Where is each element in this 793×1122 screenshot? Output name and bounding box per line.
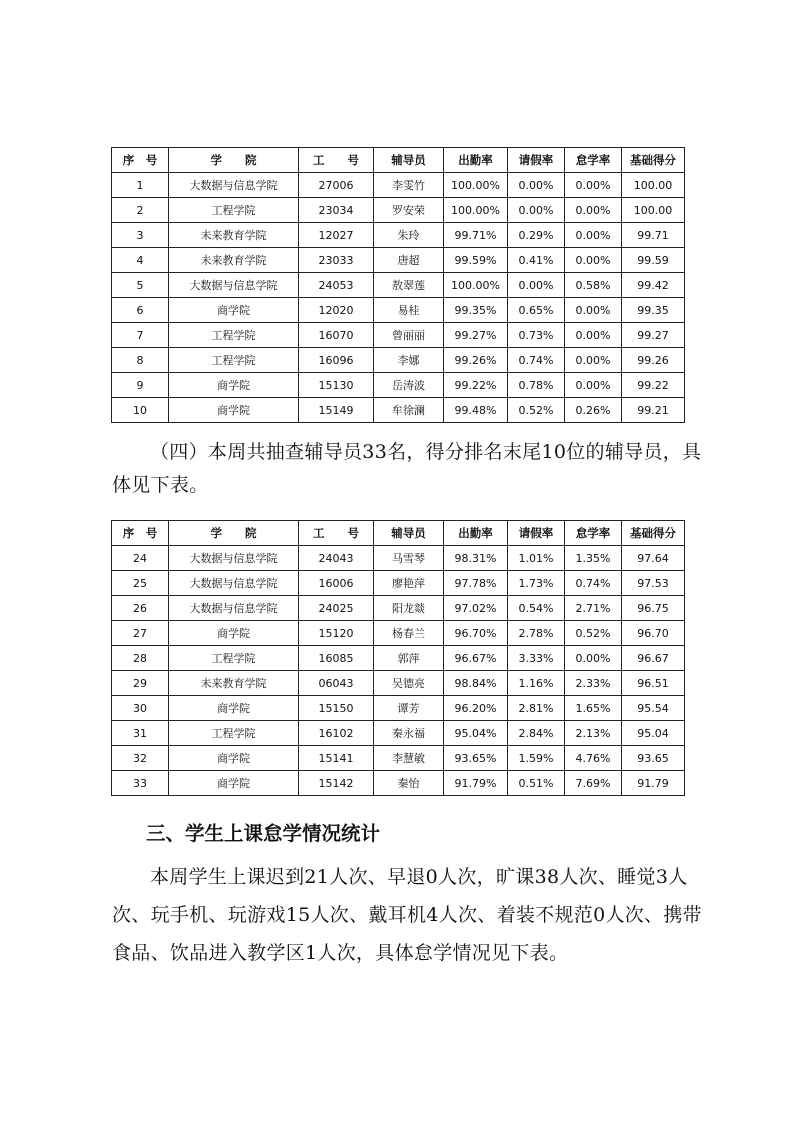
table-cell: 16096 bbox=[299, 348, 374, 373]
table-cell: 15141 bbox=[299, 746, 374, 771]
table-cell: 商学院 bbox=[169, 621, 299, 646]
table-cell: 99.59 bbox=[622, 248, 685, 273]
column-header: 出勤率 bbox=[444, 521, 508, 546]
column-header: 基础得分 bbox=[622, 521, 685, 546]
table-row bbox=[112, 348, 685, 373]
table-cell: 未来教育学院 bbox=[169, 223, 299, 248]
table-cell: 24 bbox=[112, 546, 169, 571]
table-cell: 99.21 bbox=[622, 398, 685, 423]
table-row bbox=[112, 696, 685, 721]
table-cell: 大数据与信息学院 bbox=[169, 571, 299, 596]
table-cell: 3.33% bbox=[508, 646, 565, 671]
table-cell: 98.84% bbox=[444, 671, 508, 696]
table-cell: 99.71 bbox=[622, 223, 685, 248]
table-cell: 7 bbox=[112, 323, 169, 348]
column-header: 序 号 bbox=[112, 521, 169, 546]
paragraph-absence-statistics: 本周学生上课迟到21人次、早退0人次，旷课38人次、睡觉3人次、玩手机、玩游戏15人次、戴耳机4人次、着装不规范0人次、携带食品、饮品进入教学区1人次，具体怠学情况见下表。 bbox=[112, 866, 702, 964]
table-cell: 李雯竹 bbox=[374, 173, 444, 198]
table-cell: 99.35 bbox=[622, 298, 685, 323]
table-cell: 97.02% bbox=[444, 596, 508, 621]
table-cell: 未来教育学院 bbox=[169, 248, 299, 273]
table-row bbox=[112, 671, 685, 696]
table-header bbox=[112, 521, 685, 546]
paragraph-bottom-ten-intro: （四）本周共抽查辅导员33名，得分排名末尾10位的辅导员，具体见下表。 bbox=[112, 441, 702, 496]
table-cell: 0.00% bbox=[565, 323, 622, 348]
table-cell: 06043 bbox=[299, 671, 374, 696]
table-cell: 97.64 bbox=[622, 546, 685, 571]
table-cell: 工程学院 bbox=[169, 646, 299, 671]
table-cell: 0.00% bbox=[508, 173, 565, 198]
table-cell: 100.00% bbox=[444, 173, 508, 198]
table-cell: 大数据与信息学院 bbox=[169, 273, 299, 298]
table-cell: 0.58% bbox=[565, 273, 622, 298]
table-cell: 99.22 bbox=[622, 373, 685, 398]
table-cell: 6 bbox=[112, 298, 169, 323]
table-cell: 朱玲 bbox=[374, 223, 444, 248]
table-cell: 阳龙燚 bbox=[374, 596, 444, 621]
table-row bbox=[112, 298, 685, 323]
table-cell: 0.00% bbox=[565, 248, 622, 273]
table-cell: 99.27 bbox=[622, 323, 685, 348]
table-cell: 0.74% bbox=[565, 571, 622, 596]
table-cell: 曾丽丽 bbox=[374, 323, 444, 348]
table-cell: 1.73% bbox=[508, 571, 565, 596]
table-cell: 96.70% bbox=[444, 621, 508, 646]
table-cell: 99.59% bbox=[444, 248, 508, 273]
table-row bbox=[112, 771, 685, 796]
table-cell: 12020 bbox=[299, 298, 374, 323]
table-cell: 0.00% bbox=[565, 348, 622, 373]
table-cell: 23033 bbox=[299, 248, 374, 273]
table-cell: 28 bbox=[112, 646, 169, 671]
table-row bbox=[112, 596, 685, 621]
table-row bbox=[112, 571, 685, 596]
table-cell: 24053 bbox=[299, 273, 374, 298]
table-cell: 93.65 bbox=[622, 746, 685, 771]
table-cell: 96.51 bbox=[622, 671, 685, 696]
table-header bbox=[112, 148, 685, 173]
table-cell: 2.81% bbox=[508, 696, 565, 721]
table-cell: 0.26% bbox=[565, 398, 622, 423]
table-cell: 牟徐澜 bbox=[374, 398, 444, 423]
table-cell: 0.00% bbox=[565, 223, 622, 248]
table-cell: 廖艳萍 bbox=[374, 571, 444, 596]
table-row bbox=[112, 646, 685, 671]
table-cell: 商学院 bbox=[169, 398, 299, 423]
table-row bbox=[112, 173, 685, 198]
top-counselors-table bbox=[111, 147, 685, 423]
table-row bbox=[112, 198, 685, 223]
table-cell: 12027 bbox=[299, 223, 374, 248]
table-cell: 99.71% bbox=[444, 223, 508, 248]
table-cell: 1 bbox=[112, 173, 169, 198]
table-cell: 未来教育学院 bbox=[169, 671, 299, 696]
table-cell: 岳涛波 bbox=[374, 373, 444, 398]
table-cell: 2 bbox=[112, 198, 169, 223]
table-cell: 16102 bbox=[299, 721, 374, 746]
table-cell: 98.31% bbox=[444, 546, 508, 571]
table-row bbox=[112, 373, 685, 398]
table-cell: 96.20% bbox=[444, 696, 508, 721]
table-cell: 0.74% bbox=[508, 348, 565, 373]
table-cell: 秦怡 bbox=[374, 771, 444, 796]
table-cell: 10 bbox=[112, 398, 169, 423]
table-cell: 李娜 bbox=[374, 348, 444, 373]
table-cell: 1.59% bbox=[508, 746, 565, 771]
column-header: 出勤率 bbox=[444, 148, 508, 173]
table-cell: 16085 bbox=[299, 646, 374, 671]
table-cell: 唐超 bbox=[374, 248, 444, 273]
table-cell: 商学院 bbox=[169, 771, 299, 796]
table-cell: 商学院 bbox=[169, 696, 299, 721]
table-cell: 易桂 bbox=[374, 298, 444, 323]
table-cell: 0.00% bbox=[565, 646, 622, 671]
table-cell: 罗安荣 bbox=[374, 198, 444, 223]
table-cell: 15130 bbox=[299, 373, 374, 398]
table-cell: 29 bbox=[112, 671, 169, 696]
table-cell: 93.65% bbox=[444, 746, 508, 771]
column-header: 工 号 bbox=[299, 148, 374, 173]
table-cell: 100.00% bbox=[444, 198, 508, 223]
column-header: 怠学率 bbox=[565, 148, 622, 173]
table-cell: 大数据与信息学院 bbox=[169, 596, 299, 621]
table-cell: 吴德亮 bbox=[374, 671, 444, 696]
table-cell: 95.04 bbox=[622, 721, 685, 746]
table-cell: 27 bbox=[112, 621, 169, 646]
table-cell: 0.52% bbox=[565, 621, 622, 646]
table-cell: 96.70 bbox=[622, 621, 685, 646]
table-cell: 2.33% bbox=[565, 671, 622, 696]
table-cell: 0.00% bbox=[565, 298, 622, 323]
column-header: 序 号 bbox=[112, 148, 169, 173]
column-header: 工 号 bbox=[299, 521, 374, 546]
table-cell: 工程学院 bbox=[169, 198, 299, 223]
table-cell: 95.04% bbox=[444, 721, 508, 746]
table-cell: 99.22% bbox=[444, 373, 508, 398]
table-row bbox=[112, 323, 685, 348]
table-cell: 4 bbox=[112, 248, 169, 273]
table-cell: 100.00 bbox=[622, 173, 685, 198]
table-row bbox=[112, 398, 685, 423]
table-cell: 30 bbox=[112, 696, 169, 721]
table-cell: 秦永福 bbox=[374, 721, 444, 746]
table-cell: 0.00% bbox=[508, 273, 565, 298]
table-cell: 工程学院 bbox=[169, 323, 299, 348]
table-cell: 96.67 bbox=[622, 646, 685, 671]
table-cell: 100.00% bbox=[444, 273, 508, 298]
table-row bbox=[112, 223, 685, 248]
table-cell: 大数据与信息学院 bbox=[169, 173, 299, 198]
table-cell: 0.00% bbox=[508, 198, 565, 223]
table-cell: 0.41% bbox=[508, 248, 565, 273]
table-cell: 0.29% bbox=[508, 223, 565, 248]
column-header: 学 院 bbox=[169, 521, 299, 546]
table-cell: 谭芳 bbox=[374, 696, 444, 721]
table-cell: 商学院 bbox=[169, 298, 299, 323]
table-cell: 96.67% bbox=[444, 646, 508, 671]
table-cell: 26 bbox=[112, 596, 169, 621]
table-row bbox=[112, 621, 685, 646]
table-cell: 0.51% bbox=[508, 771, 565, 796]
table-cell: 99.26 bbox=[622, 348, 685, 373]
table-row bbox=[112, 273, 685, 298]
table-cell: 33 bbox=[112, 771, 169, 796]
table-cell: 2.71% bbox=[565, 596, 622, 621]
table-cell: 9 bbox=[112, 373, 169, 398]
table-cell: 16006 bbox=[299, 571, 374, 596]
table-cell: 15142 bbox=[299, 771, 374, 796]
column-header: 怠学率 bbox=[565, 521, 622, 546]
table-cell: 敖翠莲 bbox=[374, 273, 444, 298]
table-cell: 24043 bbox=[299, 546, 374, 571]
column-header: 基础得分 bbox=[622, 148, 685, 173]
column-header: 辅导员 bbox=[374, 148, 444, 173]
table-cell: 99.35% bbox=[444, 298, 508, 323]
table-cell: 0.54% bbox=[508, 596, 565, 621]
table-cell: 99.27% bbox=[444, 323, 508, 348]
table-cell: 商学院 bbox=[169, 373, 299, 398]
table-cell: 郭萍 bbox=[374, 646, 444, 671]
table-cell: 15150 bbox=[299, 696, 374, 721]
table-cell: 7.69% bbox=[565, 771, 622, 796]
table-cell: 0.52% bbox=[508, 398, 565, 423]
table-cell: 27006 bbox=[299, 173, 374, 198]
table-cell: 0.00% bbox=[565, 198, 622, 223]
table-row bbox=[112, 546, 685, 571]
table-body bbox=[112, 546, 685, 796]
table-cell: 1.16% bbox=[508, 671, 565, 696]
table-cell: 97.53 bbox=[622, 571, 685, 596]
column-header: 请假率 bbox=[508, 521, 565, 546]
table-cell: 0.78% bbox=[508, 373, 565, 398]
table-cell: 1.65% bbox=[565, 696, 622, 721]
table-cell: 23034 bbox=[299, 198, 374, 223]
table-cell: 99.42 bbox=[622, 273, 685, 298]
table-cell: 1.01% bbox=[508, 546, 565, 571]
table-cell: 3 bbox=[112, 223, 169, 248]
table-cell: 工程学院 bbox=[169, 721, 299, 746]
table-cell: 李慧敏 bbox=[374, 746, 444, 771]
table-cell: 大数据与信息学院 bbox=[169, 546, 299, 571]
table-cell: 15149 bbox=[299, 398, 374, 423]
table-cell: 4.76% bbox=[565, 746, 622, 771]
table-row bbox=[112, 746, 685, 771]
column-header: 学 院 bbox=[169, 148, 299, 173]
table-row bbox=[112, 721, 685, 746]
section-heading-student-absence: 三、学生上课怠学情况统计 bbox=[146, 822, 381, 845]
table-cell: 1.35% bbox=[565, 546, 622, 571]
table-cell: 商学院 bbox=[169, 746, 299, 771]
table-cell: 杨春兰 bbox=[374, 621, 444, 646]
table-cell: 95.54 bbox=[622, 696, 685, 721]
table-cell: 31 bbox=[112, 721, 169, 746]
table-cell: 91.79 bbox=[622, 771, 685, 796]
table-cell: 0.00% bbox=[565, 373, 622, 398]
column-header: 辅导员 bbox=[374, 521, 444, 546]
table-cell: 96.75 bbox=[622, 596, 685, 621]
table-cell: 0.73% bbox=[508, 323, 565, 348]
table-cell: 2.78% bbox=[508, 621, 565, 646]
table-cell: 0.65% bbox=[508, 298, 565, 323]
bottom-counselors-table bbox=[111, 520, 685, 796]
table-cell: 91.79% bbox=[444, 771, 508, 796]
table-cell: 8 bbox=[112, 348, 169, 373]
table-cell: 16070 bbox=[299, 323, 374, 348]
table-cell: 100.00 bbox=[622, 198, 685, 223]
table-cell: 工程学院 bbox=[169, 348, 299, 373]
table-cell: 0.00% bbox=[565, 173, 622, 198]
table-cell: 马雪琴 bbox=[374, 546, 444, 571]
table-cell: 2.84% bbox=[508, 721, 565, 746]
table-cell: 2.13% bbox=[565, 721, 622, 746]
table-cell: 25 bbox=[112, 571, 169, 596]
column-header: 请假率 bbox=[508, 148, 565, 173]
table-cell: 97.78% bbox=[444, 571, 508, 596]
table-cell: 99.48% bbox=[444, 398, 508, 423]
table-cell: 15120 bbox=[299, 621, 374, 646]
table-cell: 5 bbox=[112, 273, 169, 298]
table-cell: 99.26% bbox=[444, 348, 508, 373]
table-cell: 32 bbox=[112, 746, 169, 771]
table-row bbox=[112, 248, 685, 273]
table-body bbox=[112, 173, 685, 423]
table-cell: 24025 bbox=[299, 596, 374, 621]
